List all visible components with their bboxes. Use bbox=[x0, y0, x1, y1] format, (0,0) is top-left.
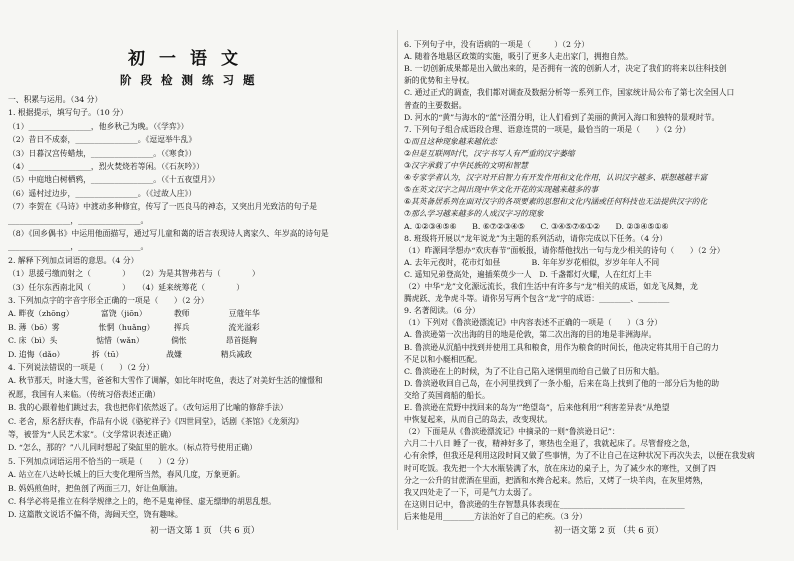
text-line: ③汉字承载了中华民族的文明和智慧 bbox=[404, 161, 528, 170]
text-line: 2. 解释下列加点词语的意思。（4 分） bbox=[8, 255, 139, 265]
text-line: 8. 班级将开展以“龙年说龙”为主题的系列活动，请你完成以下任务。（4 分） bbox=[404, 233, 668, 243]
text-line: （2）下面是从《鲁滨逊漂流记》中摘录的一则“鲁滨逊日记”： bbox=[404, 427, 620, 437]
text-line: B. 薄（bō）雾 怅惘（huǎng） 挥兵 流光溢彩 bbox=[8, 322, 260, 332]
text-line: 分之一公升的甘蔗酒在里面，把酒和水搀合起来。然后，又烤了一块羊肉，在灰里烤熟， bbox=[404, 475, 709, 485]
text-line: 新的优势和主导权。 bbox=[404, 76, 475, 86]
text-line: A. 鲁滨逊第一次出海的目的地是伦敦，第二次出海的目的地是非洲海岸。 bbox=[404, 330, 657, 340]
text-line: 祝愿，我国有人来临。（传统习俗表述正确） bbox=[8, 389, 161, 399]
text-line: 普查的主要数据。 bbox=[404, 100, 467, 110]
text-line: ________________，________________。 bbox=[8, 215, 149, 225]
text-line: A. 去年元夜时，花市灯如昼 B. 年年岁岁花相似，岁岁年年人不同 bbox=[404, 257, 660, 267]
text-line: ⑦那么学习越来越多的人成汉字习的现象 bbox=[404, 209, 544, 219]
text-line: 5. 下列加点词语运用不恰当的一项是（ ）（2 分） bbox=[8, 456, 193, 466]
text-line: 腾虎跃、龙争虎斗等。请你另写两个包含“龙”字的成语：________、________ bbox=[404, 294, 670, 304]
text-line: C. 鲁滨逊在上的时候，为了不让自己陷入迷惘里而给自己做了日历和大船。 bbox=[404, 366, 665, 376]
page-subtitle: 阶段检测练习题 bbox=[120, 73, 264, 87]
text-line: （2）中华“龙”文化源远流长，我们生活中有许多与“龙”相关的成语，如龙飞凤舞，龙 bbox=[404, 282, 698, 291]
text-line: D. 追悔（dǎo） 拆（tū） 战嫌 精兵减政 bbox=[8, 349, 252, 359]
text-line: （3）日暮汉宫传蜡烛，________________。（《寒食》） bbox=[8, 148, 197, 158]
text-line: 等，被誉为“人民艺术家”。（文学常识表述正确） bbox=[8, 430, 176, 439]
text-line: A. 站立在八达岭长城上的巨大变化理所当然，春风几度，万象更新。 bbox=[8, 470, 245, 480]
text-line: A. 畔夜（zhōng） 富饶（jiōn） 教师 豆蔻年华 bbox=[8, 309, 260, 319]
text-line: 时可吃饭。我先把一个大水瓶装满了水，放在床边的桌子上，为了减少水的寒性，又倒了四 bbox=[404, 463, 716, 473]
text-line: （4）________________，烈火焚烧若等闲。（《石灰吟》） bbox=[8, 162, 204, 171]
text-line: C. 床（bì）头 惦惜（wǎn） 倘怅 昂首挺胸 bbox=[8, 336, 257, 346]
text-line: D. 鲁滨逊收回自己岛，在小河里找到了一条小船，后来在岛上找到了他的一部分后为他的助 bbox=[404, 378, 720, 388]
text-line: C. 老舍，原名舒庆春，作品有小说《骆驼祥子》《四世同堂》，话剧《茶馆》《龙须沟》 bbox=[8, 416, 304, 426]
text-line: （8）《回乡偶书》中运用他面描写，通过写儿童和蔼的语言表现诗人离家久、年岁高的诗句是 bbox=[8, 229, 329, 238]
text-line: A. 随着各地悬区政策的实施，吸引了更多人走出家门，拥抱自然。 bbox=[404, 52, 633, 62]
text-line: D. 这篇散文说话不偏不倚，海阔天空，饶有趣味。 bbox=[8, 510, 183, 520]
text-line: 4. 下列说法错误的一项是（ ）（2 分） bbox=[8, 363, 155, 372]
text-line: B. 一切创新成果都是出入做出来的，是否拥有一流的创新人才，决定了我们的将来以往科技创 bbox=[404, 64, 727, 74]
text-line: 交给了英国商船的船长。 bbox=[404, 390, 490, 400]
text-line: C. 通过正式的调查，我们都对调查及数据分析等一系列工作，国家统计局公布了第七次全国人口 bbox=[404, 88, 735, 98]
text-line: 7. 下列句子组合成语段合理、语意连贯的一项是，最恰当的一项是（ ）（2 分） bbox=[404, 124, 691, 134]
text-line: 在这则日记中，鲁滨逊的生存智慧具体表现在________________________________ bbox=[404, 499, 685, 509]
page-title: 初一语文 bbox=[128, 49, 252, 69]
text-line: ④专家学者认为，汉字对开启智力有开发作用和文化作用，认识汉字越多、联想越越丰富 bbox=[404, 173, 708, 183]
footer-left: 初一语文第 1 页 （共 6 页） bbox=[150, 526, 260, 536]
text-line: C. 科学必将是推立在科学规律之上的，绝不是鬼神怪、虚无缥缈的胡思乱想。 bbox=[8, 497, 276, 506]
text-line: D. “怎么，那的？”八儿同时想起了染缸里的脏水。（标点符号使用正确） bbox=[8, 443, 257, 453]
text-line: ②但是互联网时代，汉字书写人有严重的汉字萎缩 bbox=[404, 148, 575, 158]
text-line: B. 我的心跟着他们跳过去，我也把你们依然返了。（改句运用了比喻的修辞手法） bbox=[8, 403, 288, 413]
text-line: 1. 根据提示，填写句子。（10 分） bbox=[8, 108, 128, 118]
page-divider bbox=[397, 30, 398, 530]
text-line: 9. 名著阅读。（6 分） bbox=[404, 306, 480, 316]
text-line: E. 鲁滨逊在荒野中找回来的岛为‘”绝望岛”，后来他利用‘”利害差异表”从绝望 bbox=[404, 403, 670, 412]
text-line: A. 秋节那天，时逢大雪，爸爸和大雪作了调解，如比年时吃鱼，表达了对美好生活的憧憬和 bbox=[8, 376, 323, 386]
text-line: 六月二十八日 睡了一夜，精神好多了，寒热也全退了，我就起床了。尽管督疫之急， bbox=[404, 439, 695, 449]
text-line: （5）中庭地白树栖鸦，________________。（《十五夜望月》） bbox=[8, 175, 220, 185]
footer-right: 初一语文第 2 页 （共 6 页） bbox=[554, 526, 664, 536]
text-line: A. ①②③④⑤⑥ B. ⑥⑦②③④⑤ C. ③④⑤⑦⑥①② D. ②③④⑤①⑥ bbox=[404, 221, 669, 231]
text-line: C. 遥知兄弟登高处，遍插茱萸少一人 D. 千盏都灯火耀，人在红灯上丰 bbox=[404, 269, 652, 279]
text-line: B. 鲁滨逊从沉船中找到并使用工具和粮食，用作为粮食的时间长，他决定将其用于自己的力 bbox=[404, 342, 719, 352]
text-line: ⑥其英备居系列在面对汉字的各项要素的思想和文化内涵或任何科技也无法提供汉字的化 bbox=[404, 197, 708, 207]
text-line: ⑤在英文汉字之间出现中华文化开花的实现越来越多的事 bbox=[404, 185, 599, 195]
text-line: 我又四处走了一下，可是气力太弱了。 bbox=[404, 487, 537, 497]
text-line: 一、积累与运用。（34 分） bbox=[8, 95, 103, 104]
text-line: （1）下列对《鲁滨逊漂流记》中内容表述不正确的一项是（ ）（3 分） bbox=[404, 318, 662, 328]
text-line: （2）昔日不成泰，________________。《逗逗举牛乱》 bbox=[8, 135, 197, 145]
text-line: （7）李贺在《马诗》中渡动多种修宜，传写了一匹良马的神态，又突出月光致洁的句子是 bbox=[8, 202, 318, 212]
text-line: （1）________________，他乡秋己为晚。（《学弈》） bbox=[8, 121, 189, 131]
text-line: D. 河水的“黄”与海水的“蓝”泾渭分明，让人们看到了美丽的黄河入海口和独特的景观时节。 bbox=[404, 112, 720, 122]
text-line: ________________，________________。 bbox=[8, 242, 149, 252]
text-line: 后来他是用________方法治好了自己的疟疾。（3 分） bbox=[404, 511, 587, 521]
text-line: 3. 下列加点字的字音字形全正确的一项是（ ）（2 分） bbox=[8, 296, 209, 305]
text-line: ①而且这种现象越来越依恋 bbox=[404, 136, 497, 146]
text-line: 6. 下列句子中，没有语病的一项是（ ）（2 分） bbox=[404, 40, 589, 49]
text-line: （1）昨源同学想办“欢庆春节”面板报，请你帮他找出一句与龙少相关的诗句（ ）（2 分） bbox=[404, 245, 725, 255]
text-line: 中恢复起来，从而自己的岛去，改变现状。 bbox=[404, 415, 553, 425]
text-line: （1）思援弓缴而射之（ ） （2）为是其智弗若与（ ） bbox=[8, 269, 260, 279]
text-line: 心有余悸，但我还是利用这段时间又做了些事情，为了不让自己在这种状况下再次失去，以便在我发病 bbox=[404, 451, 755, 461]
text-line: （6）遥村过边步，________________。（《过故人庄》） bbox=[8, 188, 197, 198]
left-page bbox=[8, 0, 391, 561]
text-line: 不足以和小艇相匹配。 bbox=[404, 354, 482, 364]
text-line: B. 妈妈煎鱼时，把鱼剖了两面三刀，好让鱼顺油。 bbox=[8, 483, 183, 493]
text-line: （3）任尔东西南北风（ ） （4）延来统筹花（ ） bbox=[8, 282, 245, 292]
right-page bbox=[404, 0, 787, 561]
